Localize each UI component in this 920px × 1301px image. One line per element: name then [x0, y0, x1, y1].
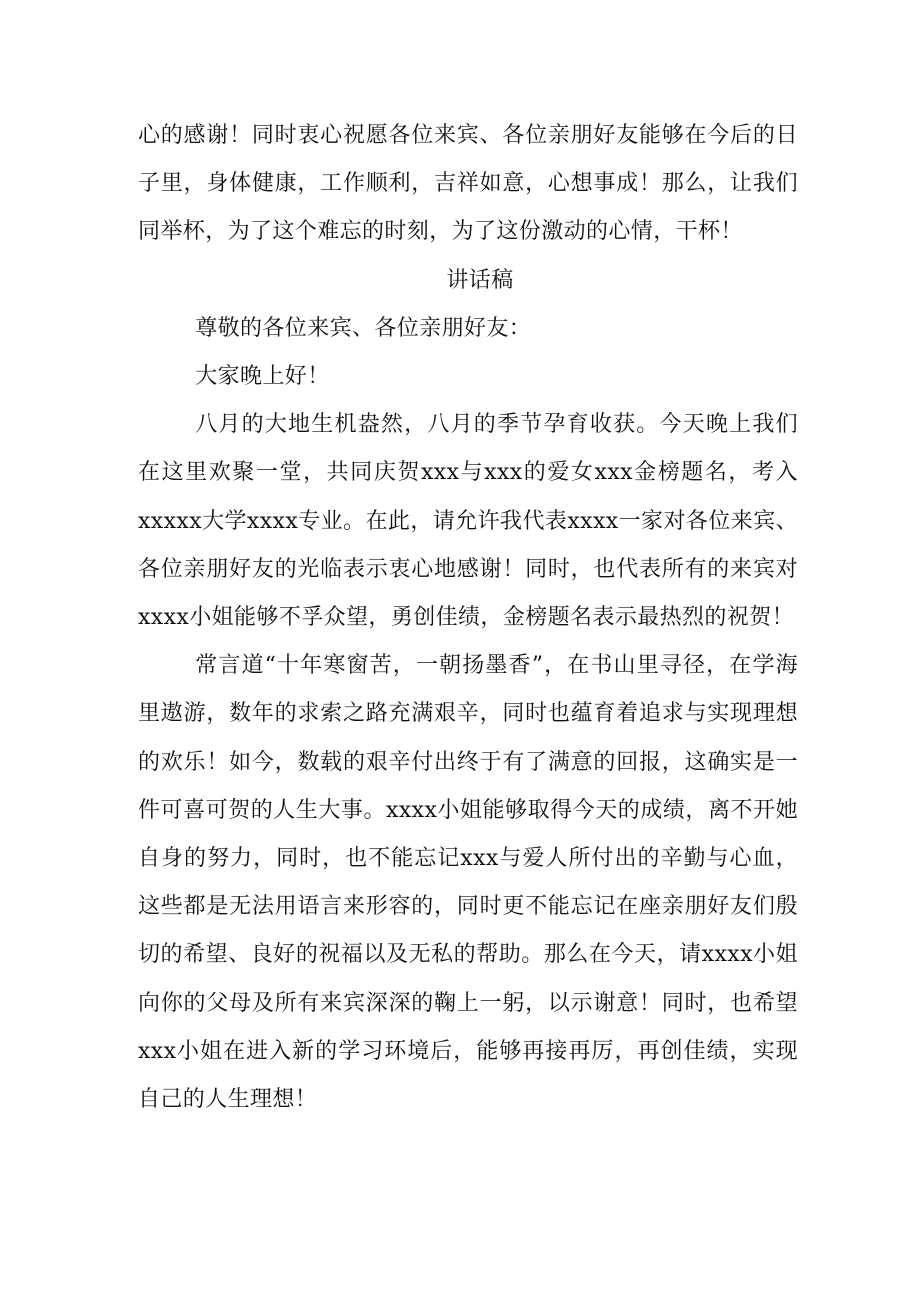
body-paragraph-1: 八月的大地生机盎然，八月的季节孕育收获。今天晚上我们在这里欢聚一堂，共同庆贺xxx与xxx的爱女xxx金榜题名，考入xxxxx大学xxxx专业。在此，请允许我代表xxxx一家对各位来宾、各位亲朋好友的光临表示衷心地感谢！同时，也代表所有的来宾对xxxx小姐能够不孚众望，勇创佳绩，金榜题名表示最热烈的祝贺！: [138, 412, 798, 631]
salutation: 尊敬的各位来宾、各位亲朋好友：: [195, 315, 532, 341]
closing-paragraph: 心的感谢！同时衷心祝愿各位来宾、各位亲朋好友能够在今后的日子里，身体健康，工作顺利，吉祥如意，心想事成！那么，让我们同举杯，为了这个难忘的时刻，为了这份激动的心情，干杯！: [138, 123, 798, 245]
document-body: [138, 112, 798, 1124]
section-title: 讲话稿: [446, 267, 514, 293]
greeting: 大家晚上好！: [195, 364, 330, 390]
body-paragraph-2: 常言道“十年寒窗苦，一朝扬墨香”，在书山里寻径，在学海里遨游，数年的求索之路充满艰辛，同时也蕴育着追求与实现理想的欢乐！如今，数载的艰辛付出终于有了满意的回报，这确实是一件可喜可贺的人生大事。xxxx小姐能够取得今天的成绩，离不开她自身的努力，同时，也不能忘记xxx与爱人所付出的辛勤与心血，这些都是无法用语言来形容的，同时更不能忘记在座亲朋好友们殷切的希望、良好的祝福以及无私的帮助。那么在今天，请xxxx小姐向你的父母及所有来宾深深的鞠上一躬，以示谢意！同时，也希望xxx小姐在进入新的学习环境后，能够再接再厉，再创佳绩，实现自己的人生理想！: [138, 653, 798, 1113]
